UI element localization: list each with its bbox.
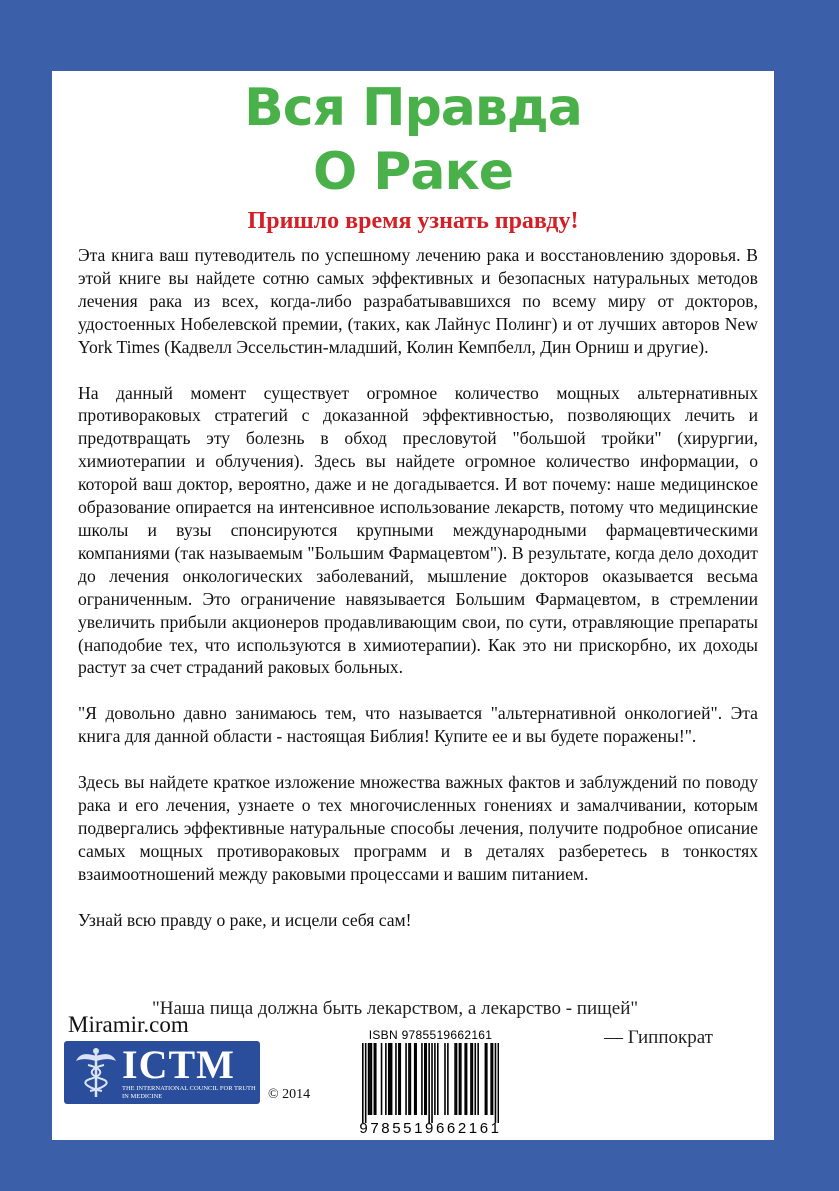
barcode-bar [415, 1043, 417, 1115]
barcode-bar [486, 1043, 488, 1115]
barcode-bar [371, 1043, 373, 1115]
barcode-bar [477, 1043, 479, 1115]
barcode-bar [389, 1043, 391, 1115]
website-label: Miramir.com [68, 1012, 189, 1037]
barcode-bar [447, 1043, 449, 1115]
book-subtitle: Пришло время узнать правду! [247, 208, 579, 234]
blurb-paragraph: Узнай всю правду о раке, и исцели себя сам! [78, 909, 412, 930]
copyright-label: © 2014 [268, 1087, 311, 1102]
isbn-label: ISBN 9785519662161 [368, 1028, 493, 1042]
barcode-bar [374, 1043, 376, 1115]
barcode-bar [375, 1043, 377, 1115]
blurb-paragraph: Здесь вы найдете краткое изложение множества важных фактов и заблуждений по поводу рака и его лечения, узнаете о тех многочисленных гонениях и замалчивании, которым подвергались эффективные натуральные способы лечения, получите подробное описание самых мощных противораковых программ и в деталях разберетесь в тонкостях взаимоотношений между раковыми процессами и вашим питанием. [78, 772, 758, 884]
barcode-bar [490, 1043, 492, 1115]
barcode-bar [425, 1043, 427, 1115]
barcode-bar [369, 1043, 371, 1115]
barcode-bar [444, 1043, 446, 1115]
back-cover-page [52, 71, 774, 1140]
barcode-bar [414, 1043, 416, 1115]
barcode-bar [466, 1043, 468, 1115]
book-title [52, 76, 774, 204]
logo-wordmark: ICTM [122, 1042, 235, 1087]
barcode-bar [470, 1043, 472, 1115]
barcode-bar [495, 1043, 497, 1123]
barcode-bar [460, 1043, 462, 1115]
blurb-paragraph: Эта книга ваш путеводитель по успешному лечению рака и восстановлению здоровья. В этой книге вы найдете сотню самых эффективных и безопасных натуральных методов лечения рака из всех, когда-либо разрабатывавшихся по всему миру от докторов, удостоенных Нобелевской премии, (таких, как Лайнус Полинг) и от лучших авторов New York Times (Кадвелл Эссельстин-младший, Колин Кемпбелл, Дин Орниш и другие). [78, 245, 758, 357]
barcode-bar [368, 1043, 370, 1115]
barcode-bar [399, 1043, 401, 1115]
barcode-bar [405, 1043, 407, 1115]
barcode-bar [456, 1043, 458, 1115]
barcode-bar [437, 1043, 439, 1115]
barcode-bar [421, 1043, 423, 1115]
barcode-bar [434, 1043, 436, 1115]
logo-subtext: THE INTERNATIONAL COUNCIL FOR TRUTH IN MEDICINE [122, 1085, 256, 1100]
blurb-paragraph: "Я довольно давно занимаюсь тем, что называется "альтернативной онкологией". Эта книга для данной области - настоящая Библия! Купите ее и вы будете поражены!". [78, 703, 758, 747]
epigraph-author: — Гиппократ [604, 1027, 713, 1048]
barcode-bar [498, 1043, 499, 1123]
ictm-logo [64, 1041, 260, 1104]
barcode-bar [492, 1043, 494, 1115]
barcode-bar [381, 1043, 383, 1115]
blurb-paragraph: На данный момент существует огромное количество мощных альтернативных противораковых стратегий с доказанной эффективностью, позволяющих лечить и предотвращать эту болезнь в обход пресловутой "большой тройки" (хирургии, химиотерапии и облучения). Здесь вы найдете огромное количество информации, о которой ваш доктор, вероятно, даже и не догадывается. И вот почему: наше медицинское образование опирается на интенсивное использование лекарств, потому что медицинские школы и вузы спонсируются крупными международными фармацевтическими компаниями (так называемым "Большим Фармацевтом"). В результате, когда дело доходит до лечения онкологических заболеваний, мышление докторов оказывается весьма ограниченным. Это ограничение навязывается Большим Фармацевтом, в стремлении увеличить прибыли акционеров продавливающим свои, по сути, отравляющие препараты (наподобие тех, что используются в химиотерапии). Как это ни прискорбно, их доходы растут за счет страданий раковых больных. [78, 382, 758, 678]
epigraph-quote: "Наша пища должна быть лекарством, а лекарство - пищей" [152, 998, 639, 1019]
barcode-bar [454, 1043, 456, 1115]
isbn-barcode [354, 1026, 507, 1140]
barcode-bar [485, 1043, 487, 1115]
barcode-bar [395, 1043, 397, 1115]
barcode-bar [398, 1043, 400, 1115]
title-line-2: О Раке [312, 142, 514, 202]
barcode-bar [464, 1043, 466, 1115]
barcode-bar [459, 1043, 461, 1115]
title-line-1: Вся Правда [244, 78, 582, 138]
barcode-digits: 9785519662161 [359, 1120, 502, 1137]
blurb-text [78, 244, 758, 955]
barcode-bar [410, 1043, 412, 1115]
barcode-bar [388, 1043, 390, 1115]
caduceus-icon [74, 1047, 118, 1099]
barcode-bar [362, 1043, 364, 1123]
barcode-bar [472, 1043, 474, 1115]
barcode-bar [408, 1043, 410, 1115]
barcode-bar [474, 1043, 476, 1115]
barcode-bar [428, 1043, 430, 1123]
barcode-bar [424, 1043, 426, 1115]
barcode-bar [431, 1043, 433, 1123]
barcode-bar [391, 1043, 393, 1115]
barcode-bars [362, 1043, 499, 1123]
barcode-bar [365, 1043, 367, 1123]
barcode-bar [385, 1043, 387, 1115]
